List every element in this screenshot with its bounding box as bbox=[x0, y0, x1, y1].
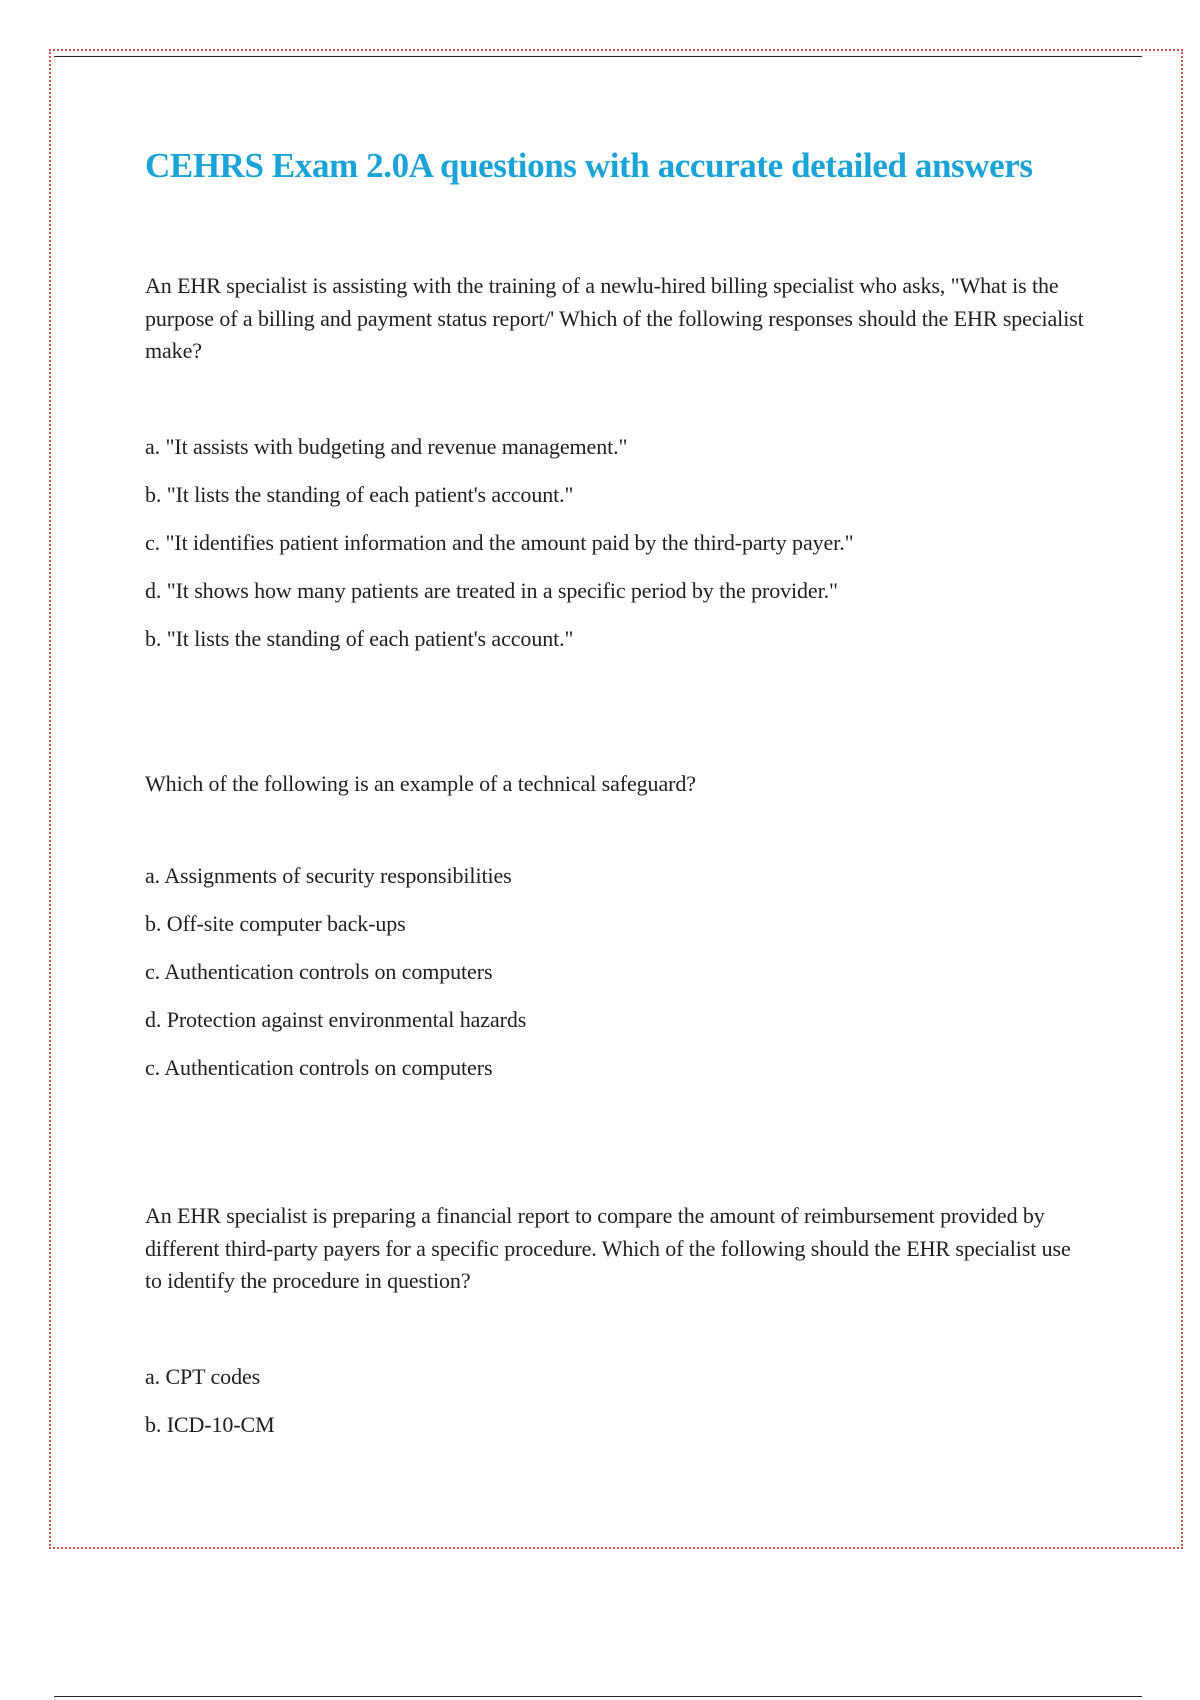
option-d: d. Protection against environmental hazards bbox=[145, 1006, 527, 1032]
option-a: a. "It assists with budgeting and revenue management." bbox=[145, 433, 628, 459]
answer-line: c. Authentication controls on computers bbox=[145, 1054, 493, 1080]
options-list bbox=[145, 432, 1085, 654]
option-b: b. ICD-10-CM bbox=[145, 1411, 275, 1437]
option-c: c. Authentication controls on computers bbox=[145, 958, 493, 984]
question-block-2 bbox=[145, 768, 1085, 1101]
document-content bbox=[145, 140, 1085, 1437]
option-a: a. Assignments of security responsibilities bbox=[145, 862, 512, 888]
option-a: a. CPT codes bbox=[145, 1363, 261, 1389]
question-block-1 bbox=[145, 270, 1085, 672]
question-text: An EHR specialist is preparing a financial report to compare the amount of reimbursement provided by different third-party payers for a specific procedure. Which of the following should the EHR specialist use to identify the procedure in question? bbox=[145, 1203, 1071, 1293]
option-b: b. "It lists the standing of each patient's account." bbox=[145, 481, 574, 507]
answer-line: b. "It lists the standing of each patient's account." bbox=[145, 625, 574, 651]
question-text: Which of the following is an example of a technical safeguard? bbox=[145, 771, 696, 796]
bottom-rule bbox=[54, 1696, 1142, 1697]
option-d: d. "It shows how many patients are treated in a specific period by the provider." bbox=[145, 577, 838, 603]
option-c: c. "It identifies patient information and the amount paid by the third-party payer." bbox=[145, 529, 854, 555]
options-list bbox=[145, 861, 1085, 1083]
question-text: An EHR specialist is assisting with the training of a newlu-hired billing specialist who asks, "What is the purpose of a billing and payment status report/' Which of the following responses should the EHR specialist make? bbox=[145, 273, 1084, 363]
options-list bbox=[145, 1362, 1085, 1440]
document-title: CEHRS Exam 2.0A questions with accurate detailed answers bbox=[145, 146, 1033, 185]
question-block-3 bbox=[145, 1200, 1085, 1458]
option-b: b. Off-site computer back-ups bbox=[145, 910, 406, 936]
